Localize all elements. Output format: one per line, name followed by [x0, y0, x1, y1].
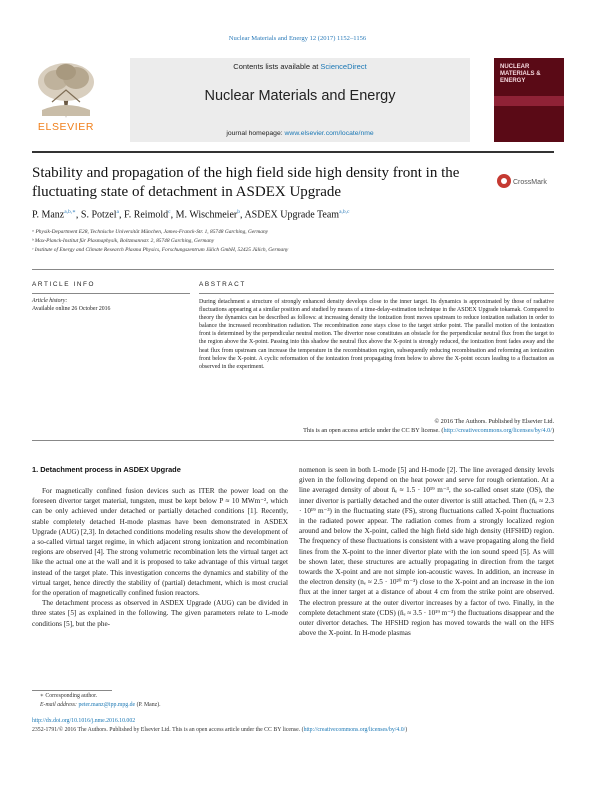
abstract-text: During detachment a structure of strongly enhanced density develops close to the inner target. Its dynamics is approximated by those of radiative fluctuations appearing at a similar position and studied by means of a time-delay-estimation technique in the ASDEX Upgrade tokamak. Compared to theory the dynamics can be described as follows: at increasing density the ionization front moves upstream to reduce ionization radiation in order to balance the increased recombination radiation. The recombination zone stays close to the target strike point. The parallel motion of the ionization front is determined by the perpendicular neutral motion. The divertor nose constitutes an obstacle for the perpendicular neutral flux from the target to the region above the X-point. Passing into this shadow the neutral flux above the X-point is strongly reduced, the ionization front fades away and the heat flux from upstream can increase the temperature in the recombination region, subsequently reducing recombination and reforming an ionization front below the X-point. A cyclic reformation of the ionization front propagating from below to above the X-point occurs leading to a fluctuation as observed in the experiment.: [199, 299, 554, 370]
doi-link[interactable]: http://dx.doi.org/10.1016/j.nme.2016.10.002: [32, 718, 136, 724]
article-info-label: ARTICLE INFO: [32, 281, 96, 288]
article-info-divider: [32, 293, 190, 294]
paper-title: Stability and propagation of the high field side high density front in the fluctuating state of detachment in ASDEX Upgrade: [32, 165, 460, 200]
affiliation-a: ᵃ Physik-Department E28, Technische Universität München, James-Franck-Str. 1, 85748 Garching, Germany: [32, 229, 269, 235]
section-heading: 1. Detachment process in ASDEX Upgrade: [32, 465, 181, 474]
body-paragraph: The detachment process as observed in ASDEX Upgrade (AUG) can be divided in three states [5] as explained in the following. The given parameters relate to L-mode conditions [5], but the phe-: [32, 599, 288, 628]
sciencedirect-link[interactable]: ScienceDirect: [320, 62, 367, 71]
corresponding-author-note: ∗ Corresponding author.: [40, 693, 98, 699]
abstract-label: ABSTRACT: [199, 281, 246, 288]
publisher-name: ELSEVIER: [37, 121, 95, 133]
author-affiliation-marker[interactable]: a: [116, 209, 119, 215]
license-prefix: This is an open access article under the CC BY license. (: [303, 427, 444, 434]
author-separator: ,: [170, 209, 176, 221]
copyright-line: © 2016 The Authors. Published by Elsevier Ltd.: [434, 418, 554, 425]
body-paragraph: nomenon is seen in both L-mode [5] and H-mode [2]. The line averaged density levels given in the following depend on the heat power and serve for rough orientation. At a line averaged density of about n̄ₑ ≈ 1.5 · 10¹⁹ m⁻³, the so-called onset state (OS), the inner divertor is partially detached and the outer divertor is still attached. Then (n̄ₑ ≈ 2.3 · 10¹⁹ m⁻³) in the fluctuating state (FS), strong fluctuations called X-point fluctuations in the radiated power appear. The radiation comes from a strongly localized region around and below the X-point, called the high field side high density (HFSHD) region. The frequency of these fluctuations is consistent with a wave propagating along the field lines from the X-point to the inner divertor plate with the ion sound speed [5]. As will be shown later, these structures are actually propagating in direction from the target towards the X-point and are not simple ion-acoustic waves. In addition, an increase in the electron density (nₑ ≈ 2.5 · 10²⁰ m⁻³) close to the X-point and an increase in the ion flux at the inner target at a distance of about 4 cm from the strike point are observed. The electron pressure at the outer divertor increases by a factor of two. Finally, in the complete detachment state (CDS) (n̄ₑ ≈ 3.5 · 10¹⁹ m⁻³) the fluctuations disappear and the outer divertor detaches. The HFSHD region has moved towards the wall on the HFS above the X-point. In H-mode plasmas: [299, 466, 554, 638]
body-left-column: [32, 486, 288, 629]
homepage-link[interactable]: www.elsevier.com/locate/nme: [284, 130, 374, 137]
author-name[interactable]: M. Wischmeier: [175, 209, 238, 221]
author-name[interactable]: S. Potzel: [80, 209, 117, 221]
author-name[interactable]: F. Reimold: [123, 209, 169, 221]
author-separator: ,: [75, 209, 81, 221]
issn-prefix: 2352-1791/© 2016 The Authors. Published by Elsevier Ltd. This is an open access article under the CC BY license. (: [32, 727, 304, 733]
journal-name: Nuclear Materials and Energy: [204, 88, 396, 104]
license-link[interactable]: http://creativecommons.org/licenses/by/4.0/: [443, 427, 552, 434]
header-divider: [32, 151, 554, 153]
author-name[interactable]: ASDEX Upgrade Team: [244, 209, 340, 221]
journal-citation: Nuclear Materials and Energy 12 (2017) 1152–1156: [228, 35, 367, 42]
author-separator: ,: [118, 209, 124, 221]
contents-line: [130, 62, 470, 71]
email-suffix: (P. Manz).: [135, 702, 161, 708]
history-value: Available online 26 October 2016: [32, 306, 111, 312]
contents-prefix: Contents lists available at: [233, 62, 321, 71]
author-separator: ,: [239, 209, 245, 221]
affiliation-b: ᵇ Max-Planck-Institut für Plasmaphysik, Boltzmannstr. 2, 85748 Garching, Germany: [32, 238, 215, 244]
crossmark-label: CrossMark: [513, 179, 547, 186]
affiliation-c: ᶜ Institute of Energy and Climate Research Plasma Physics, Forschungszentrum Jülich GmbH, 52425 Jülich, Germany: [32, 247, 289, 253]
license-suffix: ): [551, 427, 554, 434]
issn-line: [32, 727, 407, 733]
history-label: Article history:: [32, 298, 68, 304]
footnote-divider: [32, 690, 112, 691]
elsevier-tree-logo: [32, 60, 100, 120]
author-name[interactable]: P. Manz: [32, 209, 65, 221]
homepage-line: [130, 130, 470, 137]
author-affiliation-marker[interactable]: b: [237, 209, 240, 215]
crossmark-badge[interactable]: [496, 171, 556, 191]
body-right-column: [299, 465, 554, 638]
author-affiliation-marker[interactable]: a,b,c: [339, 209, 350, 215]
homepage-prefix: journal homepage:: [226, 130, 285, 137]
body-paragraph: For magnetically confined fusion devices such as ITER the power load on the foreseen divertor target material, tungsten, must be kept below P ≈ 10 MWm⁻², which can be only achieved under detached or partially detached conditions [1]. Recently, stable completely detached H-mode plasmas have been demonstrated in ASDEX Upgrade (AUG) [2,3]. In detached conditions modeling results show the development of a so-called virtual target regime, in which adjacent strong ionization and recombination regions are observed [4]. The strong volumetric recombination lets the virtual target act like the actual one at the wall and it is proposed to take advantage of this virtual target instead of the target plate. This investigation concerns the dynamics and stability of the virtual target, hence directly the stability of (partial) detachment, which is most crucial for the operation of magnetically confined fusion reactors.: [32, 487, 288, 598]
journal-cover-title: NUCLEAR MATERIALS & ENERGY: [500, 64, 541, 84]
email-note: [40, 702, 161, 708]
body-divider: [32, 440, 554, 441]
issn-suffix: ): [405, 727, 408, 733]
email-prefix: E-mail address:: [40, 702, 79, 708]
issn-license-link[interactable]: http://creativecommons.org/licenses/by/4.0/: [303, 727, 406, 733]
journal-cover-band: [494, 96, 564, 106]
author-affiliation-marker[interactable]: a,b,∗: [64, 209, 76, 215]
license-line: [199, 427, 554, 434]
author-affiliation-marker[interactable]: c: [168, 209, 171, 215]
author-list: [32, 209, 554, 220]
abstract-divider: [199, 293, 554, 294]
info-divider: [32, 269, 554, 270]
email-link[interactable]: peter.manz@ipp.mpg.de: [78, 702, 136, 708]
